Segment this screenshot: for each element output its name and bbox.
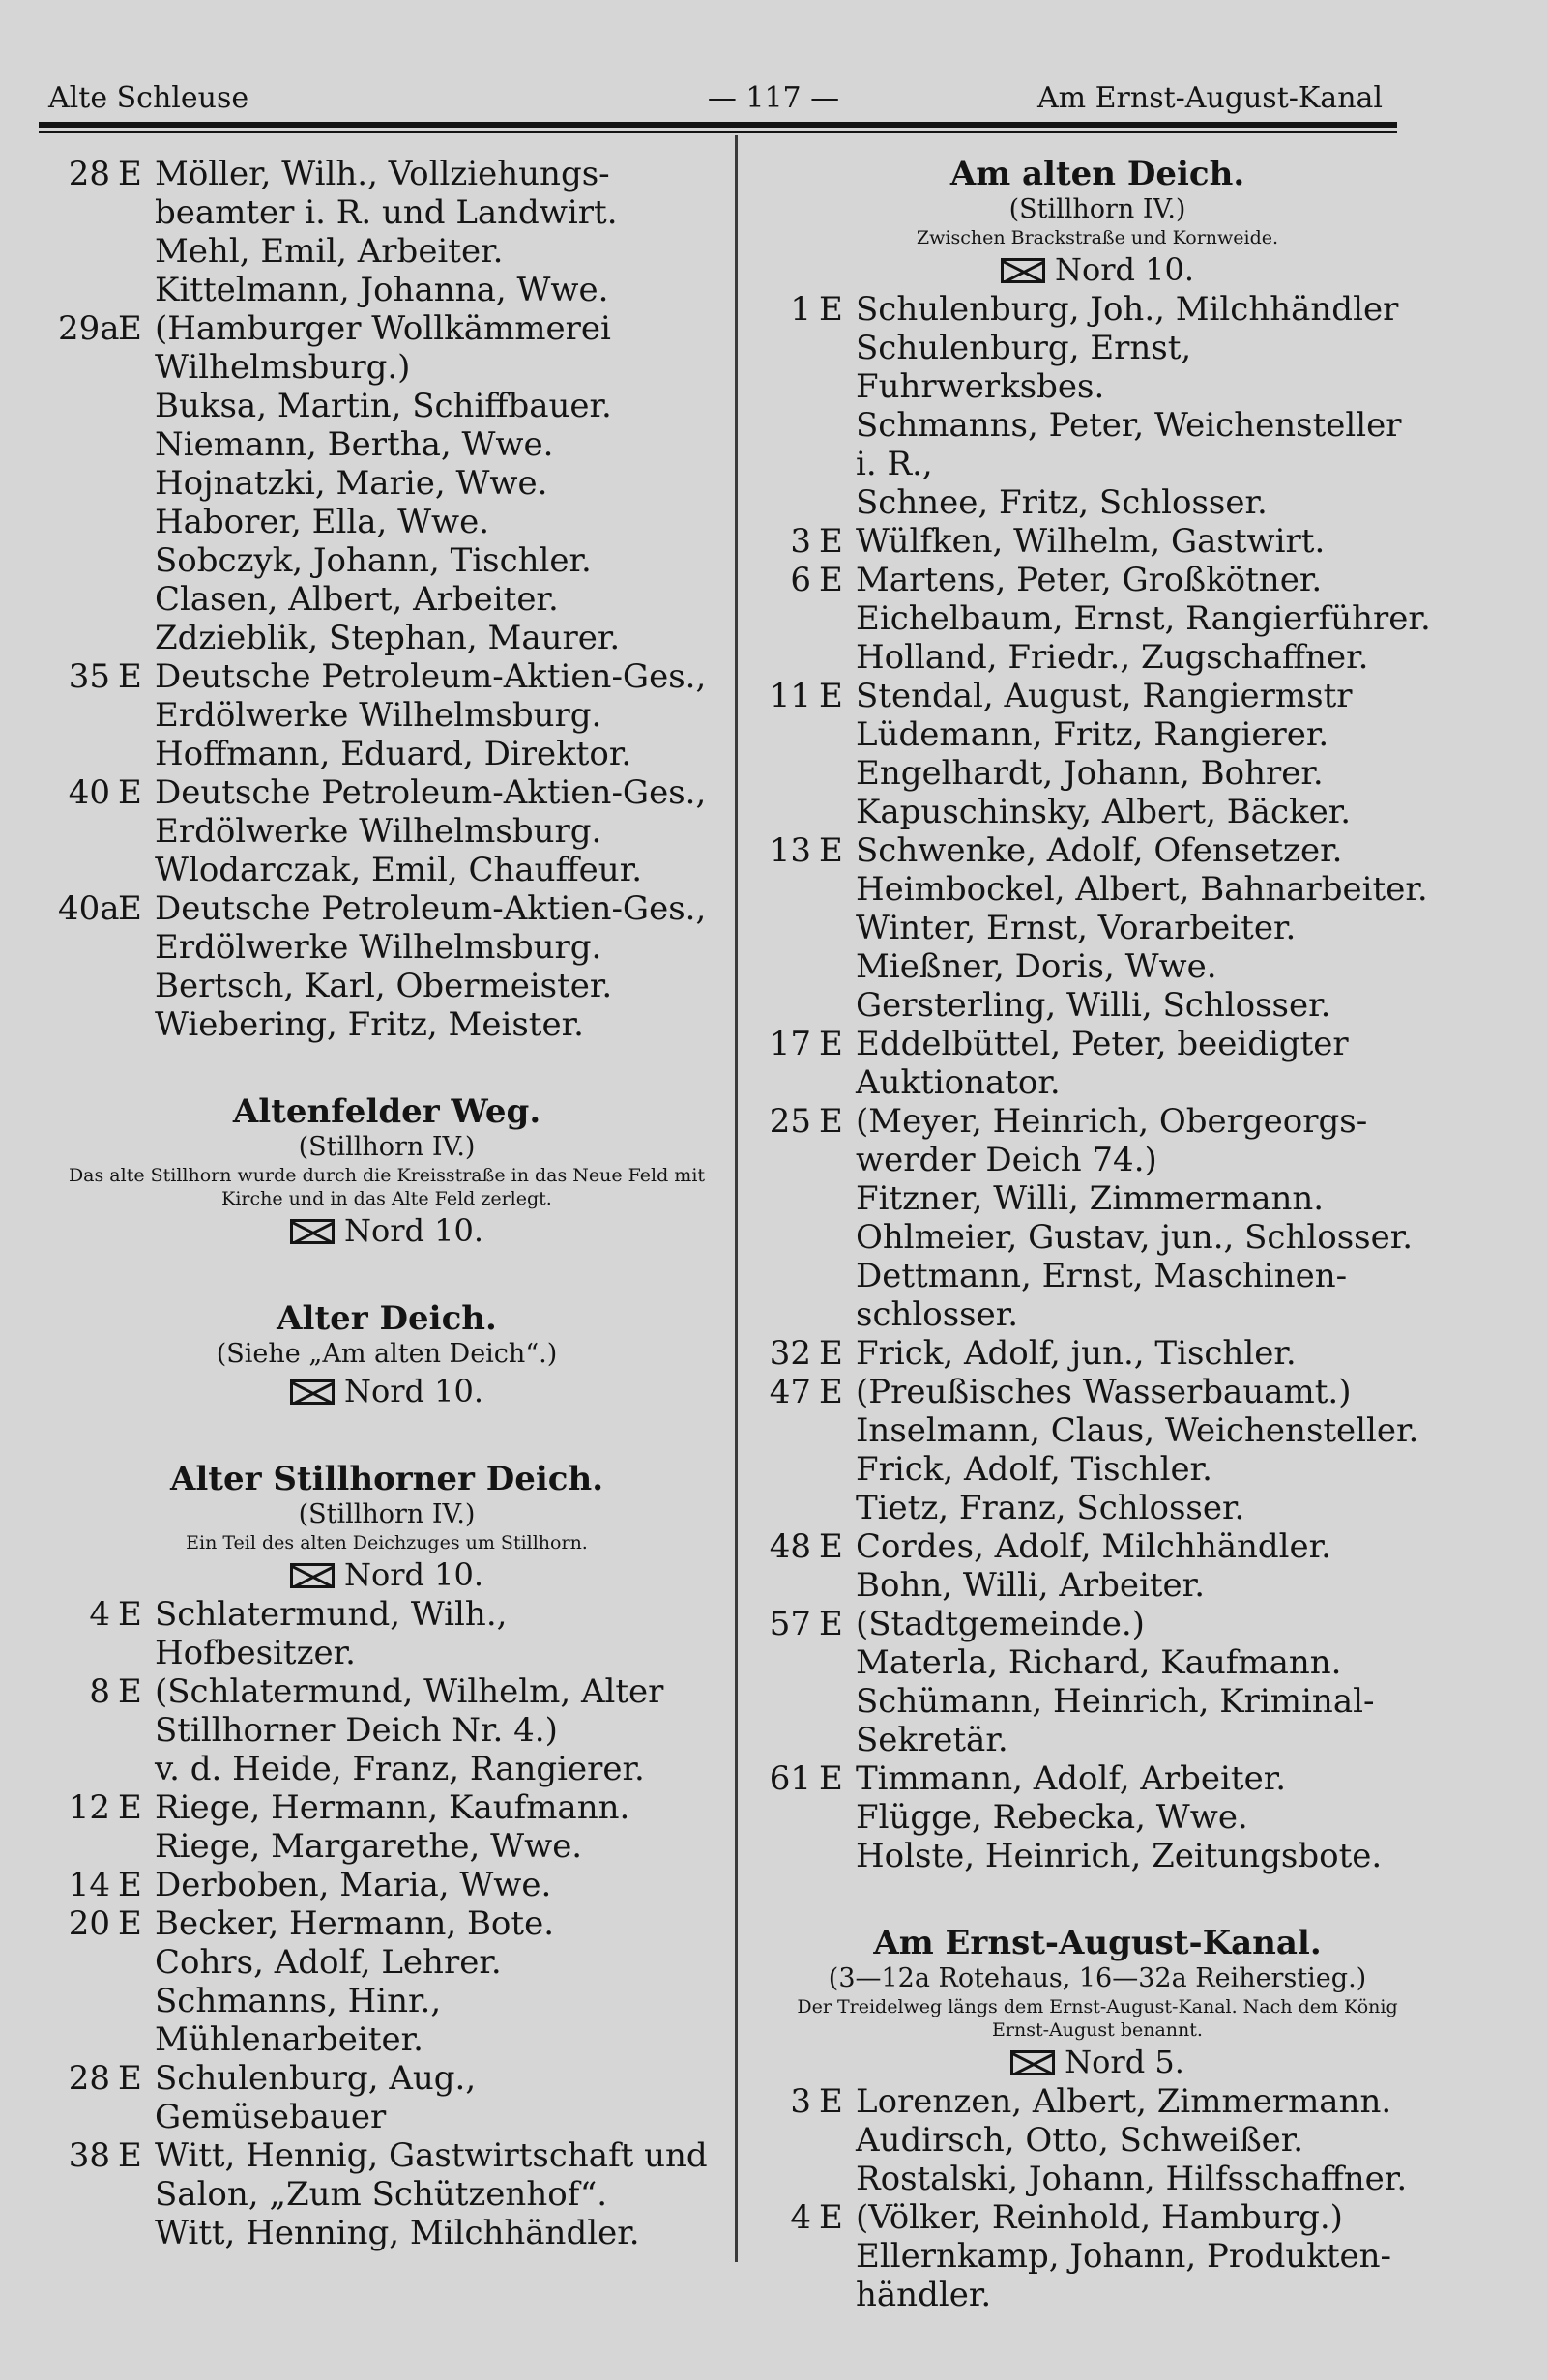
house-entries — [759, 290, 1436, 1875]
entry-line — [759, 2276, 1436, 2314]
owner-marker: E — [118, 1866, 142, 1904]
resident-text: Witt, Hennig, Gastwirtschaft und — [155, 2136, 708, 2175]
house-number: 40a — [58, 889, 120, 928]
owner-marker: E — [819, 1759, 843, 1798]
resident-text: schlosser. — [856, 1295, 1019, 1334]
house-number: 61 — [769, 1759, 811, 1798]
header-left-street: Alte Schleuse — [48, 81, 249, 115]
entry-line — [58, 1750, 715, 1788]
entry-line — [759, 1373, 1436, 1411]
entry-line — [58, 696, 715, 735]
entry-line — [759, 715, 1436, 754]
header-rule-thick — [39, 122, 1397, 128]
resident-text: Rostalski, Johann, Hilfsschaffner. — [856, 2160, 1408, 2198]
house-number: 3 — [790, 2082, 811, 2121]
owner-marker: E — [819, 290, 843, 329]
entry-line — [759, 1527, 1436, 1566]
resident-text: Schnee, Fritz, Schlosser. — [856, 483, 1268, 522]
resident-text: Witt, Henning, Milchhändler. — [155, 2214, 640, 2252]
resident-text: Wilhelmsburg.) — [155, 348, 411, 387]
resident-text: Wlodarczak, Emil, Chauffeur. — [155, 851, 643, 889]
resident-text: Schwenke, Adolf, Ofensetzer. — [856, 831, 1343, 870]
resident-text: Bohn, Willi, Arbeiter. — [856, 1566, 1206, 1605]
house-number: 29a — [58, 309, 120, 348]
entry-line — [58, 657, 715, 696]
entry-line — [759, 909, 1436, 947]
owner-marker: E — [118, 657, 142, 696]
entry-line — [759, 290, 1436, 329]
resident-text: Gersterling, Willi, Schlosser. — [856, 986, 1331, 1025]
entry-line — [759, 1411, 1436, 1450]
house-number: 35 — [68, 657, 110, 696]
house-entries — [759, 2082, 1436, 2314]
entry-line — [58, 1943, 715, 1982]
street-name: Am Ernst-August-Kanal. — [873, 1924, 1322, 1962]
entry-line — [58, 2059, 715, 2136]
entry-line — [58, 464, 715, 503]
entry-line — [759, 1450, 1436, 1489]
left-column — [58, 155, 715, 2252]
street-district: (Siehe „Am alten Deich“.) — [216, 1339, 558, 1369]
resident-text: Dettmann, Ernst, Maschinen- — [856, 1257, 1348, 1295]
entry-line — [58, 928, 715, 967]
house-number: 57 — [769, 1605, 811, 1643]
resident-text: (Stadtgemeinde.) — [856, 1605, 1145, 1643]
entry-line — [759, 2082, 1436, 2121]
resident-text: Erdölwerke Wilhelmsburg. — [155, 812, 602, 851]
entry-line — [58, 348, 715, 387]
resident-text: Martens, Peter, Großkötner. — [856, 561, 1323, 599]
house-number: 4 — [790, 2198, 811, 2237]
postal-district-label: Nord 10. — [343, 1373, 484, 1409]
house-number: 17 — [769, 1025, 811, 1063]
resident-text: Lorenzen, Albert, Zimmermann. — [856, 2082, 1392, 2121]
entry-line — [759, 445, 1436, 483]
entry-line — [58, 889, 715, 928]
entry-line — [759, 1721, 1436, 1759]
entry-line — [759, 986, 1436, 1025]
house-entries — [58, 155, 715, 1044]
resident-text: Fitzner, Willi, Zimmermann. — [856, 1179, 1325, 1218]
entry-line — [759, 1063, 1436, 1102]
entry-line — [58, 1904, 715, 1943]
entry-line — [58, 271, 715, 309]
resident-text: Timmann, Adolf, Arbeiter. — [856, 1759, 1287, 1798]
street-name: Alter Deich. — [277, 1299, 497, 1338]
house-number: 13 — [769, 831, 811, 870]
entry-line — [759, 1566, 1436, 1605]
section-spacer — [58, 1044, 715, 1092]
entry-line — [58, 1827, 715, 1866]
entry-line — [759, 1682, 1436, 1721]
entry-line — [58, 1595, 715, 1672]
street-section — [58, 1044, 715, 1251]
street-section — [58, 155, 715, 1044]
street-district: (Stillhorn IV.) — [298, 1499, 476, 1529]
envelope-icon — [290, 1219, 335, 1244]
entry-line — [759, 1489, 1436, 1527]
resident-text: (Preußisches Wasserbauamt.) — [856, 1373, 1352, 1411]
owner-marker: E — [118, 1672, 142, 1711]
owner-marker: E — [118, 2136, 142, 2175]
owner-marker: E — [118, 889, 142, 928]
resident-text: Eichelbaum, Ernst, Rangierführer. — [856, 599, 1431, 638]
owner-marker: E — [118, 1595, 142, 1634]
page-number: — 117 — — [707, 81, 840, 115]
owner-marker: E — [819, 677, 843, 715]
entry-line — [58, 967, 715, 1005]
street-name: Altenfelder Weg. — [232, 1092, 541, 1131]
entry-line — [58, 541, 715, 580]
entry-line — [759, 1295, 1436, 1334]
entry-line — [58, 851, 715, 889]
house-number: 32 — [769, 1334, 811, 1373]
entry-line — [58, 425, 715, 464]
street-name: Alter Stillhorner Deich. — [169, 1460, 604, 1498]
resident-text: Deutsche Petroleum-Aktien-Ges., — [155, 657, 707, 696]
postal-district — [58, 1371, 715, 1411]
entry-line — [759, 1141, 1436, 1179]
resident-text: Holste, Heinrich, Zeitungsbote. — [856, 1837, 1383, 1875]
entry-line — [58, 193, 715, 232]
resident-text: Kittelmann, Johanna, Wwe. — [155, 271, 609, 309]
resident-text: Holland, Friedr., Zugschaffner. — [856, 638, 1369, 677]
owner-marker: E — [819, 561, 843, 599]
entry-line — [759, 754, 1436, 793]
entry-line — [759, 2121, 1436, 2160]
postal-district-label: Nord 10. — [343, 1212, 484, 1249]
envelope-icon — [1010, 2050, 1055, 2075]
resident-text: Sobczyk, Johann, Tischler. — [155, 541, 592, 580]
house-number: 28 — [68, 155, 110, 193]
resident-text: Kapuschinsky, Albert, Bäcker. — [856, 793, 1352, 831]
resident-text: Cordes, Adolf, Milchhändler. — [856, 1527, 1331, 1566]
resident-text: Riege, Hermann, Kaufmann. — [155, 1788, 630, 1827]
postal-district — [58, 1210, 715, 1251]
resident-text: Stillhorner Deich Nr. 4.) — [155, 1711, 558, 1750]
entry-line — [58, 1711, 715, 1750]
postal-district-label: Nord 10. — [343, 1556, 484, 1593]
entry-line — [759, 2160, 1436, 2198]
resident-text: Inselmann, Claus, Weichensteller. — [856, 1411, 1419, 1450]
resident-text: Mießner, Doris, Wwe. — [856, 947, 1217, 986]
owner-marker: E — [819, 1025, 843, 1063]
resident-text: Haborer, Ella, Wwe. — [155, 503, 490, 541]
resident-text: Bertsch, Karl, Obermeister. — [155, 967, 613, 1005]
resident-text: Schulenburg, Aug., Gemüsebauer — [155, 2059, 477, 2136]
entry-line — [759, 329, 1436, 406]
entry-line — [759, 1837, 1436, 1875]
resident-text: (Völker, Reinhold, Hamburg.) — [856, 2198, 1343, 2237]
entry-line — [58, 232, 715, 271]
resident-text: Salon, „Zum Schützenhof“. — [155, 2175, 608, 2214]
house-number: 11 — [769, 677, 811, 715]
owner-marker: E — [819, 2198, 843, 2237]
resident-text: Niemann, Bertha, Wwe. — [155, 425, 554, 464]
resident-text: Eddelbüttel, Peter, beeidigter — [856, 1025, 1349, 1063]
resident-text: Stendal, August, Rangiermstr — [856, 677, 1353, 715]
owner-marker: E — [819, 1527, 843, 1566]
resident-text: Hoffmann, Eduard, Direktor. — [155, 735, 632, 773]
street-description: Der Treidelweg längs dem Ernst-August-Kanal. Nach dem König Ernst-August benannt. — [797, 1996, 1398, 2041]
street-section — [759, 155, 1436, 1875]
house-number: 48 — [769, 1527, 811, 1566]
entry-line — [58, 1866, 715, 1904]
entry-line — [759, 1218, 1436, 1257]
house-number: 6 — [790, 561, 811, 599]
resident-text: Sekretär. — [856, 1721, 1008, 1759]
entry-line — [58, 773, 715, 812]
house-number: 47 — [769, 1373, 811, 1411]
entry-line — [58, 580, 715, 619]
resident-text: Erdölwerke Wilhelmsburg. — [155, 928, 602, 967]
resident-text: Clasen, Albert, Arbeiter. — [155, 580, 559, 619]
owner-marker: E — [118, 1904, 142, 1943]
entry-line — [759, 483, 1436, 522]
entry-line — [759, 1179, 1436, 1218]
resident-text: Riege, Margarethe, Wwe. — [155, 1827, 583, 1866]
header-right-street: Am Ernst-August-Kanal — [1037, 81, 1383, 115]
entry-line — [759, 870, 1436, 909]
resident-text: Audirsch, Otto, Schweißer. — [856, 2121, 1304, 2160]
resident-text: Schlatermund, Wilh., Hofbesitzer. — [155, 1595, 508, 1672]
owner-marker: E — [118, 309, 142, 348]
house-number: 28 — [68, 2059, 110, 2098]
owner-marker: E — [819, 1334, 843, 1373]
entry-line — [58, 2136, 715, 2175]
envelope-icon — [290, 1379, 335, 1405]
resident-text: Buksa, Martin, Schiffbauer. — [155, 387, 612, 425]
entry-line — [58, 155, 715, 193]
entry-line — [58, 2214, 715, 2252]
entry-line — [759, 1257, 1436, 1295]
entry-line — [759, 561, 1436, 599]
resident-text: Hojnatzki, Marie, Wwe. — [155, 464, 548, 503]
owner-marker: E — [819, 1605, 843, 1643]
resident-text: (Hamburger Wollkämmerei — [155, 309, 611, 348]
postal-district — [759, 2042, 1436, 2082]
resident-text: Schümann, Heinrich, Kriminal- — [856, 1682, 1375, 1721]
resident-text: Zdzieblik, Stephan, Maurer. — [155, 619, 621, 657]
street-district: (Stillhorn IV.) — [298, 1132, 476, 1162]
entry-line — [759, 1102, 1436, 1141]
resident-text: Erdölwerke Wilhelmsburg. — [155, 696, 602, 735]
resident-text: Deutsche Petroleum-Aktien-Ges., — [155, 889, 707, 928]
entry-line — [58, 387, 715, 425]
street-description: Ein Teil des alten Deichzuges um Stillhorn. — [186, 1532, 588, 1553]
street-section — [58, 1411, 715, 2252]
header-rule-thin — [39, 131, 1397, 133]
entry-line — [759, 677, 1436, 715]
street-district: (Stillhorn IV.) — [1008, 194, 1186, 224]
entry-line — [58, 309, 715, 348]
entry-line — [759, 1643, 1436, 1682]
entry-line — [759, 1605, 1436, 1643]
entry-line — [759, 522, 1436, 561]
postal-district-label: Nord 5. — [1065, 2044, 1184, 2080]
entry-line — [759, 599, 1436, 638]
street-name: Am alten Deich. — [949, 155, 1245, 193]
resident-text: beamter i. R. und Landwirt. — [155, 193, 618, 232]
owner-marker: E — [118, 773, 142, 812]
resident-text: v. d. Heide, Franz, Rangierer. — [155, 1750, 645, 1788]
owner-marker: E — [819, 1102, 843, 1141]
resident-text: Tietz, Franz, Schlosser. — [856, 1489, 1245, 1527]
house-number: 40 — [68, 773, 110, 812]
section-spacer — [58, 1251, 715, 1299]
house-number: 4 — [89, 1595, 110, 1634]
entry-line — [759, 793, 1436, 831]
entry-line — [58, 1982, 715, 2059]
resident-text: Winter, Ernst, Vorarbeiter. — [856, 909, 1297, 947]
resident-text: Mehl, Emil, Arbeiter. — [155, 232, 504, 271]
house-number: 38 — [68, 2136, 110, 2175]
resident-text: Lüdemann, Fritz, Rangierer. — [856, 715, 1329, 754]
street-section — [759, 1875, 1436, 2314]
owner-marker: E — [819, 831, 843, 870]
section-spacer — [759, 1875, 1436, 1924]
street-district: (3—12a Rotehaus, 16—32a Reiherstieg.) — [828, 1963, 1367, 1993]
resident-text: (Meyer, Heinrich, Obergeorgs- — [856, 1102, 1368, 1141]
resident-text: Möller, Wilh., Vollziehungs- — [155, 155, 610, 193]
owner-marker: E — [819, 2082, 843, 2121]
entry-line — [759, 1759, 1436, 1798]
resident-text: Cohrs, Adolf, Lehrer. — [155, 1943, 502, 1982]
resident-text: werder Deich 74.) — [856, 1141, 1157, 1179]
resident-text: Schulenburg, Ernst, Fuhrwerksbes. — [856, 329, 1192, 406]
envelope-icon — [1001, 258, 1045, 283]
section-spacer — [58, 1411, 715, 1460]
resident-text: Flügge, Rebecka, Wwe. — [856, 1798, 1248, 1837]
street-description: Zwischen Brackstraße und Kornweide. — [916, 227, 1279, 248]
resident-text: i. R., — [856, 445, 933, 483]
entry-line — [759, 2198, 1436, 2237]
entry-line — [58, 735, 715, 773]
owner-marker: E — [118, 155, 142, 193]
entry-line — [58, 1788, 715, 1827]
postal-district-label: Nord 10. — [1054, 251, 1195, 288]
envelope-icon — [290, 1563, 335, 1588]
entry-line — [58, 812, 715, 851]
house-number: 14 — [68, 1866, 110, 1904]
resident-text: Schmanns, Peter, Weichensteller — [856, 406, 1402, 445]
resident-text: händler. — [856, 2276, 992, 2314]
column-divider — [735, 135, 738, 2262]
right-column — [759, 155, 1436, 2314]
resident-text: (Schlatermund, Wilhelm, Alter — [155, 1672, 664, 1711]
entry-line — [759, 831, 1436, 870]
entry-line — [759, 947, 1436, 986]
entry-line — [759, 638, 1436, 677]
entry-line — [759, 1025, 1436, 1063]
entry-line — [759, 406, 1436, 445]
owner-marker: E — [118, 1788, 142, 1827]
entry-line — [759, 2237, 1436, 2276]
resident-text: Auktionator. — [856, 1063, 1061, 1102]
entry-line — [58, 503, 715, 541]
resident-text: Becker, Hermann, Bote. — [155, 1904, 554, 1943]
entry-line — [58, 1672, 715, 1711]
house-number: 3 — [790, 522, 811, 561]
resident-text: Ohlmeier, Gustav, jun., Schlosser. — [856, 1218, 1414, 1257]
house-number: 8 — [89, 1672, 110, 1711]
postal-district — [58, 1554, 715, 1595]
owner-marker: E — [819, 1373, 843, 1411]
street-section — [58, 1251, 715, 1411]
resident-text: Schmanns, Hinr., Mühlenarbeiter. — [155, 1982, 442, 2059]
entry-line — [759, 1798, 1436, 1837]
entry-line — [58, 1005, 715, 1044]
resident-text: Materla, Richard, Kaufmann. — [856, 1643, 1342, 1682]
resident-text: Frick, Adolf, jun., Tischler. — [856, 1334, 1297, 1373]
house-number: 1 — [790, 290, 811, 329]
entry-line — [58, 619, 715, 657]
resident-text: Ellernkamp, Johann, Produkten- — [856, 2237, 1392, 2276]
resident-text: Derboben, Maria, Wwe. — [155, 1866, 552, 1904]
house-number: 25 — [769, 1102, 811, 1141]
resident-text: Wülfken, Wilhelm, Gastwirt. — [856, 522, 1326, 561]
house-number: 20 — [68, 1904, 110, 1943]
house-number: 12 — [68, 1788, 110, 1827]
street-description: Das alte Stillhorn wurde durch die Kreisstraße in das Neue Feld mit Kirche und in das Alte Feld zerlegt. — [68, 1165, 706, 1209]
owner-marker: E — [118, 2059, 142, 2098]
resident-text: Deutsche Petroleum-Aktien-Ges., — [155, 773, 707, 812]
entry-line — [759, 1334, 1436, 1373]
owner-marker: E — [819, 522, 843, 561]
resident-text: Frick, Adolf, Tischler. — [856, 1450, 1212, 1489]
resident-text: Schulenburg, Joh., Milchhändler — [856, 290, 1399, 329]
postal-district — [759, 249, 1436, 290]
entry-line — [58, 2175, 715, 2214]
resident-text: Engelhardt, Johann, Bohrer. — [856, 754, 1324, 793]
house-entries — [58, 1595, 715, 2252]
resident-text: Wiebering, Fritz, Meister. — [155, 1005, 584, 1044]
resident-text: Heimbockel, Albert, Bahnarbeiter. — [856, 870, 1428, 909]
